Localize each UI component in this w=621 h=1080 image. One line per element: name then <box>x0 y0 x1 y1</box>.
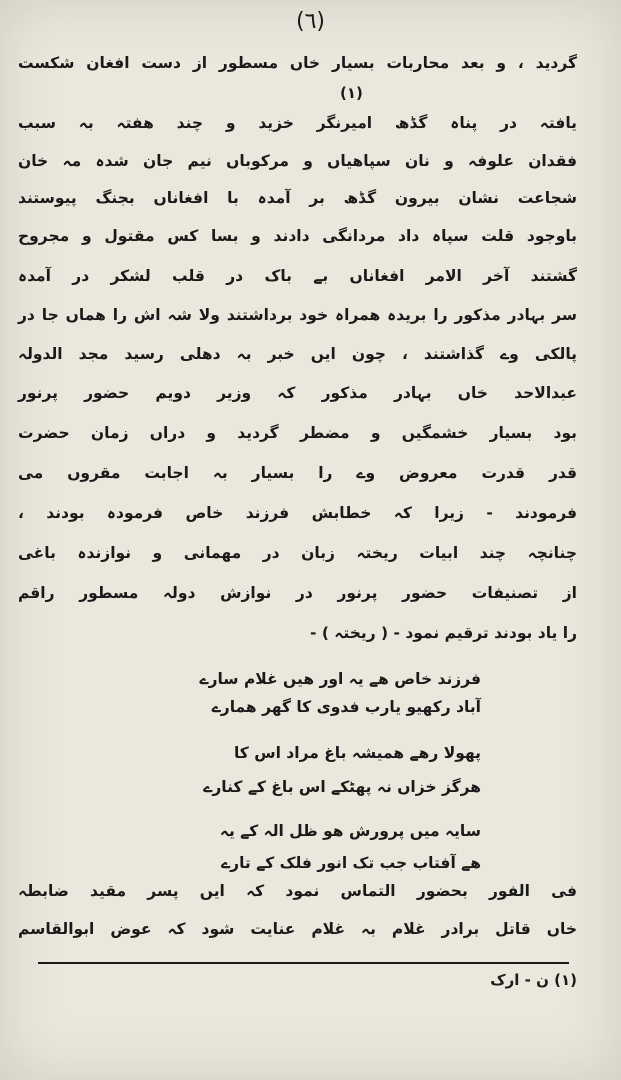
verse-line: سایہ میں پرورش ھو ظل الہ کے یہ <box>219 822 481 840</box>
prose-line: فی الفور بحضور التماس نمود کہ ایں پسر مقید ضابطہ <box>18 882 577 900</box>
footnote: (١) ن - ارک <box>490 971 577 989</box>
verse-line: فرزند خاص ھے یہ اور ھیں غلام سارے <box>199 670 481 688</box>
footnote-marker: (١) <box>340 84 363 102</box>
prose-line: باوجود قلت سپاہ داد مردانگی دادند و بسا کس مقتول و مجروح <box>18 227 577 245</box>
verse-line: پھولا رھے ھمیشہ باغ مراد اس کا <box>233 744 481 762</box>
verse-line: ھرگز خزاں نہ پھٹکے اس باغ کے کنارے <box>203 778 481 796</box>
prose-line: گشتند آخر الامر افغاناں بے باک در قلب لشکر در آمدہ <box>18 267 577 285</box>
prose-line: پالکی وے گذاشتند ، چون ایں خبر بہ دھلی رسید مجد الدولہ <box>18 345 577 363</box>
prose-line: از تصنیفات حضور پرنور در نوازش دولہ مسطور راقم <box>18 584 577 602</box>
prose-line: یافتہ در پناہ گڈھ امیرنگر خزید و چند ھفتہ بہ سبب <box>18 114 577 132</box>
prose-line: بود بسیار خشمگیں و مضطر گردید و دراں زمان حضرت <box>18 424 577 442</box>
prose-line: عبدالاحد خاں بہادر مذکور کہ وزیر دویم حضور پرنور <box>18 384 577 402</box>
prose-line: فرمودند - زیرا کہ خطابش فرزند خاص فرمودہ بودند ، <box>18 504 577 522</box>
prose-line: شجاعت نشان بیرون گڈھ بر آمدہ با افغاناں بجنگ پیوستند <box>18 189 577 207</box>
prose-line: قدر قدرت معروض وے را بسیار بہ اجابت مقروں می <box>18 464 577 482</box>
verse-line: آباد رکھیو یارب فدوی کا گھر ھمارے <box>211 698 481 716</box>
prose-line: چنانچہ چند ابیات ریختہ زبان در مھمانی و نوازندہ باغی <box>18 544 577 562</box>
prose-line: فقدان علوفہ و نان سپاھیاں و مرکوباں نیم جان شدہ مہ خان <box>18 152 577 170</box>
verse-line: ھے آفتاب جب تک انور فلک کے تارے <box>221 854 481 872</box>
footnote-divider <box>38 962 569 964</box>
prose-line: سر بہادر مذکور را بریدہ ھمراہ خود برداشتند ولا شہ اش را ھماں جا در <box>18 306 577 324</box>
prose-line: را یاد بودند ترقیم نمود - ( ریختہ ) - <box>310 624 577 642</box>
prose-line: گردید ، و بعد محاربات بسیار خاں مسطور از دست افغان شکست <box>18 54 577 72</box>
page-number: (٦) <box>295 9 325 34</box>
prose-line: خاں قاتل برادر غلام بہ غلام عنایت شود کہ عوض ابوالقاسم <box>18 920 577 938</box>
